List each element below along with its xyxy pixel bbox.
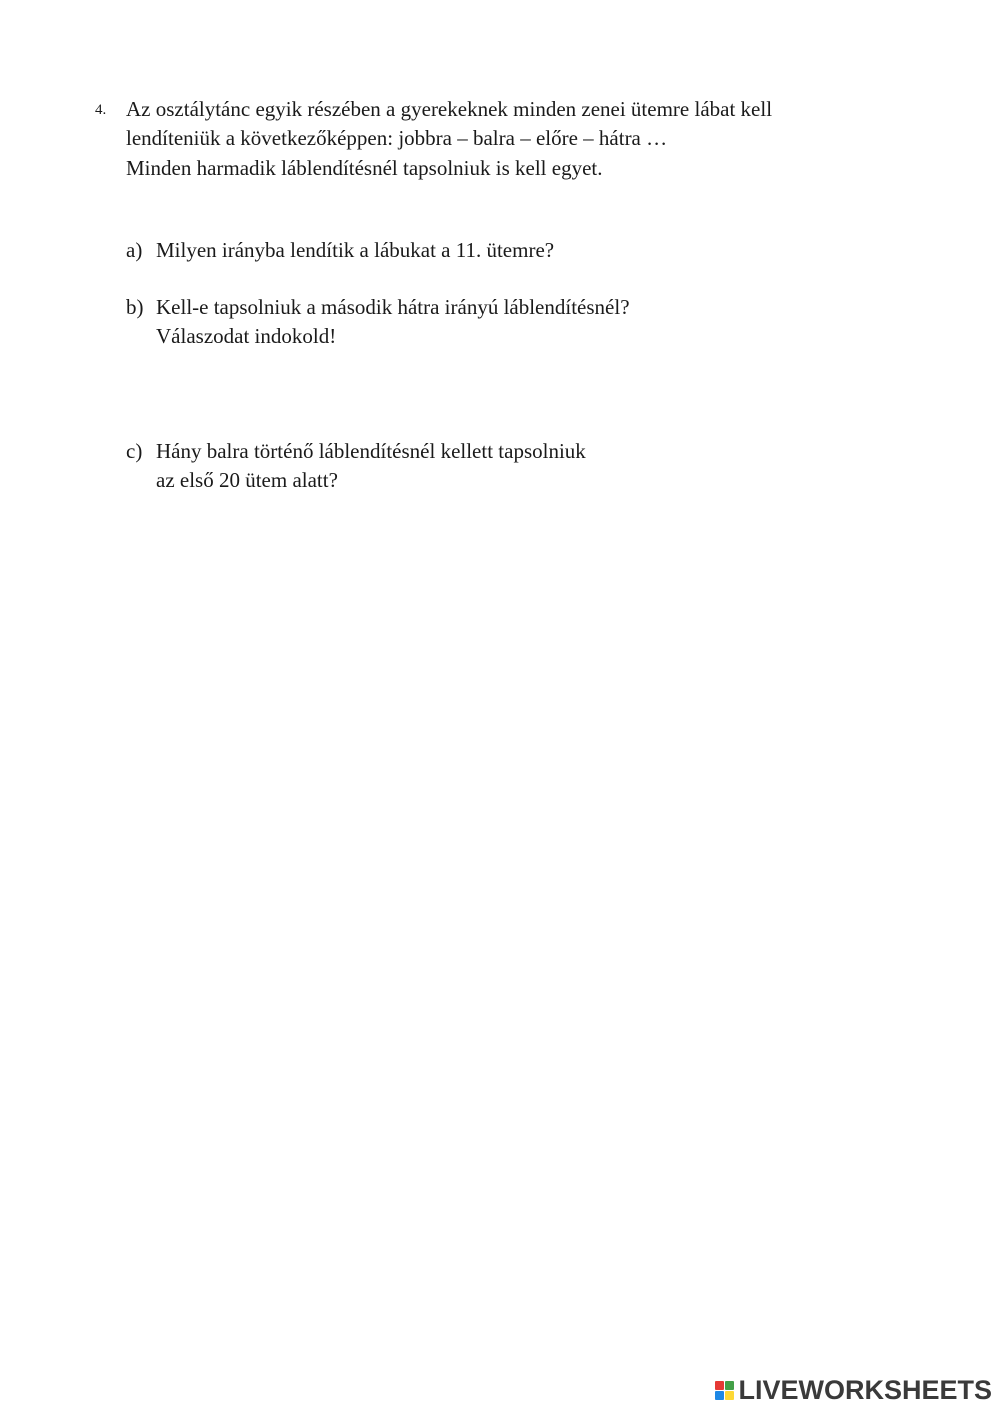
problem-text-line-1: Az osztálytánc egyik részében a gyerekeknek minden zenei ütemre lábat kell (126, 97, 773, 121)
liveworksheets-brand (715, 1375, 992, 1405)
question-c-text-line-1: Hány balra történő láblendítésnél kellett tapsolniuk (156, 439, 586, 463)
logo-square-yellow (725, 1391, 734, 1400)
problem-number: 4. (95, 102, 107, 118)
logo-square-green (725, 1381, 734, 1390)
question-b-label: b) (126, 295, 144, 319)
question-c-text-line-2: az első 20 ütem alatt? (156, 468, 338, 492)
logo-square-blue (715, 1391, 724, 1400)
question-b-text-line-2: Válaszodat indokold! (156, 324, 337, 348)
liveworksheets-logo-icon (715, 1381, 734, 1400)
problem-text-line-3: Minden harmadik láblendítésnél tapsolniuk is kell egyet. (126, 156, 603, 180)
question-a-text: Milyen irányba lendítik a lábukat a 11. ütemre? (156, 238, 555, 262)
logo-square-red (715, 1381, 724, 1390)
question-b-text-line-1: Kell-e tapsolniuk a második hátra irányú láblendítésnél? (156, 295, 630, 319)
brand-wordmark: LIVEWORKSHEETS (738, 1375, 992, 1405)
question-c-label: c) (126, 439, 143, 463)
question-a-label: a) (126, 238, 143, 262)
problem-text-line-2: lendíteniük a következőképpen: jobbra – balra – előre – hátra … (126, 126, 668, 150)
